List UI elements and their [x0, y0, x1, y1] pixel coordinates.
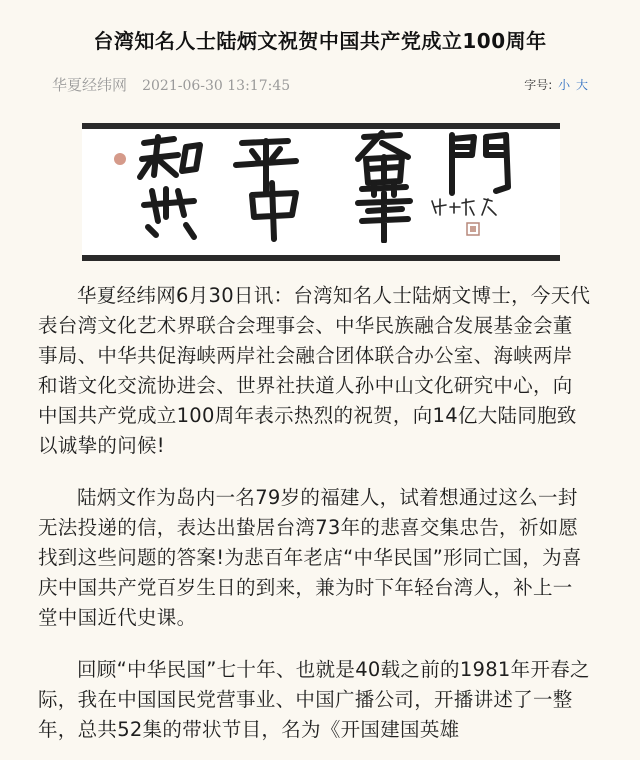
- paragraph-1: 华夏经纬网6月30日讯：台湾知名人士陆炳文博士，今天代表台湾文化艺术界联合会理事会、中华民族融合发展基金会董事局、中华共促海峡两岸社会融合团体联合办公室、海峡两岸和谐文化交流协进会、世界社扶道人孙中山文化研究中心，向中国共产党成立100周年表示热烈的祝贺，向14亿大陆同胞致以诚挚的问候!: [38, 284, 591, 457]
- font-size-small-button[interactable]: 小: [558, 78, 571, 92]
- paragraph-3: 回顾“中华民国”七十年、也就是40载之前的1981年开春之际，我在中国国民党营事业、中国广播公司，开播讲述了一整年，总共52集的带状节目，名为《开国建国英雄: [38, 658, 590, 741]
- article-meta: [0, 73, 640, 97]
- calligraphy-image: [82, 123, 560, 261]
- article-body: [0, 281, 640, 745]
- font-size-label: 字号:: [524, 78, 553, 92]
- paragraph-2: 陆炳文作为岛内一名79岁的福建人，试着想通过这么一封无法投递的信，表达出蛰居台湾73年的悲喜交集忠告，祈如愿找到这些问题的答案!为悲百年老店“中华民国”形同亡国，为喜庆中国共产党百岁生日的到来，兼为时下年轻台湾人，补上一堂中国近代史课。: [38, 486, 582, 629]
- brush-strokes: [140, 133, 508, 241]
- font-size-large-button[interactable]: 大: [575, 78, 588, 92]
- article-source: 华夏经纬网: [52, 76, 128, 94]
- calligraphy-artwork: [82, 129, 560, 243]
- article-date: 2021-06-30 13:17:45: [142, 78, 291, 94]
- article-title: 台湾知名人士陆炳文祝贺中国共产党成立100周年: [93, 29, 547, 53]
- seal-dot: [114, 153, 126, 165]
- font-size-control: [524, 75, 588, 95]
- signature-seal-fill: [470, 226, 476, 232]
- signature-strokes: [432, 199, 496, 215]
